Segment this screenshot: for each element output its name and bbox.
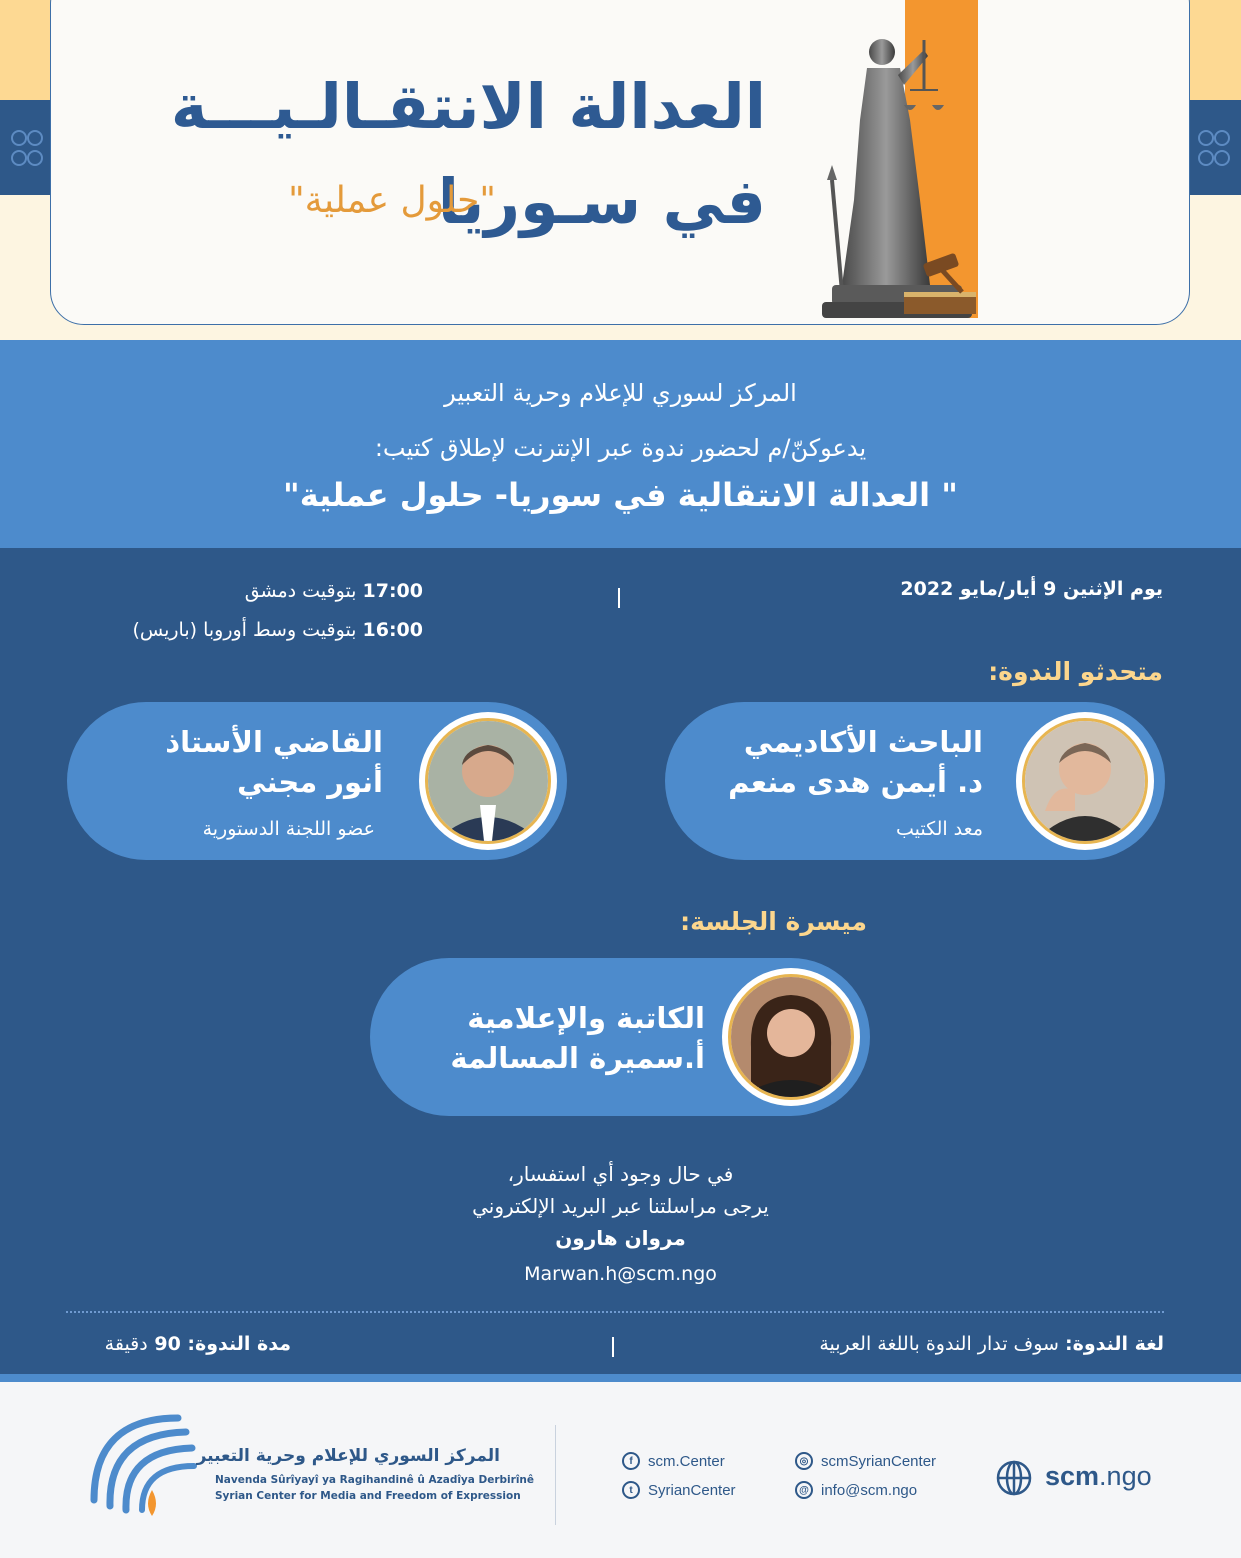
event-date: يوم الإثنين 9 أيار/مايو 2022 <box>900 578 1163 600</box>
website-bold: scm <box>1045 1461 1100 1491</box>
moderator-title: الكاتبة والإعلامية <box>467 1001 705 1035</box>
contact-line2: يرجى مراسلتنا عبر البريد الإلكتروني <box>472 1194 769 1218</box>
time-damascus <box>245 580 423 602</box>
moderator-name: أ.سميرة المسالمة <box>450 1041 705 1075</box>
time-paris-value: 16:00 <box>362 619 423 641</box>
avatar-photo <box>1022 718 1148 844</box>
language-value: سوف تدار الندوة باللغة العربية <box>819 1333 1065 1355</box>
website-rest: .ngo <box>1099 1461 1152 1491</box>
avatar <box>1016 712 1154 850</box>
invitation-book-title: " العدالة الانتقالية في سوريا- حلول عملية" <box>283 476 958 514</box>
org-name-english: Syrian Center for Media and Freedom of Expression <box>215 1490 521 1502</box>
left-ornament <box>0 100 54 195</box>
time-paris <box>132 619 423 641</box>
twitter-link[interactable] <box>622 1481 736 1499</box>
avatar-photo <box>425 718 551 844</box>
globe-icon <box>995 1459 1033 1497</box>
seminar-language <box>819 1333 1164 1355</box>
duration-value: 90 <box>147 1333 188 1355</box>
speaker-right-name: د. أيمن هدى منعم <box>728 765 983 799</box>
seminar-duration <box>105 1333 291 1355</box>
title-line2: في سـوريا <box>437 165 766 238</box>
right-stripe <box>1189 0 1241 100</box>
instagram-link[interactable] <box>795 1452 936 1470</box>
title-line1: العدالة الانتقـالـيـــة <box>170 70 766 143</box>
title-subtitle: "حلول عملية" <box>288 180 496 221</box>
duration-unit: دقيقة <box>104 1333 148 1355</box>
contact-email-link[interactable]: Marwan.h@scm.ngo <box>524 1263 717 1285</box>
language-label: لغة الندوة: <box>1065 1333 1164 1355</box>
contact-line1: في حال وجود أي استفسار، <box>507 1162 734 1186</box>
separator <box>612 1337 614 1357</box>
time-damascus-zone: بتوقيت دمشق <box>244 580 363 602</box>
moderator-heading: ميسرة الجلسة: <box>680 907 867 936</box>
speaker-right-role: معد الكتيب <box>895 818 983 840</box>
at-icon: @ <box>795 1481 813 1499</box>
time-paris-zone: بتوقيت وسط أوروبا (باريس) <box>132 619 363 641</box>
org-name-arabic: المركز السوري للإعلام وحرية التعبير <box>196 1446 500 1466</box>
invitation-line1: المركز لسوري للإعلام وحرية التعبير <box>444 379 797 407</box>
scm-logo-icon <box>88 1410 200 1522</box>
invitation-line2: يدعوكنّ/م لحضور ندوة عبر الإنترنت لإطلاق كتيب: <box>374 434 867 462</box>
twitter-handle: SyrianCenter <box>648 1481 736 1499</box>
duration-label: مدة الندوة: <box>187 1333 291 1355</box>
instagram-handle: scmSyrianCenter <box>821 1452 937 1470</box>
right-ornament <box>1187 100 1241 195</box>
avatar <box>419 712 557 850</box>
lady-justice-statue-icon <box>812 30 982 322</box>
twitter-icon: t <box>622 1481 640 1499</box>
dotted-divider <box>66 1311 1164 1313</box>
separator <box>618 588 620 608</box>
speaker-right-title: الباحث الأكاديمي <box>743 725 983 759</box>
footer-accent-line <box>0 1374 1241 1382</box>
instagram-icon: ◎ <box>795 1452 813 1470</box>
footer-email: info@scm.ngo <box>821 1481 918 1499</box>
left-stripe <box>0 0 52 100</box>
footer-divider <box>555 1425 556 1525</box>
facebook-link[interactable] <box>622 1452 725 1470</box>
speaker-left-name: أنور مجني <box>237 765 383 799</box>
org-name-kurdish: Navenda Sûrîyayî ya Ragihandinê û Azadîya Derbirînê <box>215 1474 535 1486</box>
facebook-handle: scm.Center <box>648 1452 725 1470</box>
facebook-icon: f <box>622 1452 640 1470</box>
website-link[interactable] <box>1045 1461 1152 1492</box>
contact-name: مروان هارون <box>555 1226 686 1250</box>
avatar <box>722 968 860 1106</box>
speakers-heading: متحدثو الندوة: <box>988 657 1163 686</box>
email-link[interactable] <box>795 1481 917 1499</box>
time-damascus-value: 17:00 <box>362 580 423 602</box>
header-card <box>50 0 1190 325</box>
avatar-photo <box>728 974 854 1100</box>
speaker-left-title: القاضي الأستاذ <box>165 725 383 759</box>
speaker-left-role: عضو اللجنة الدستورية <box>202 818 375 840</box>
